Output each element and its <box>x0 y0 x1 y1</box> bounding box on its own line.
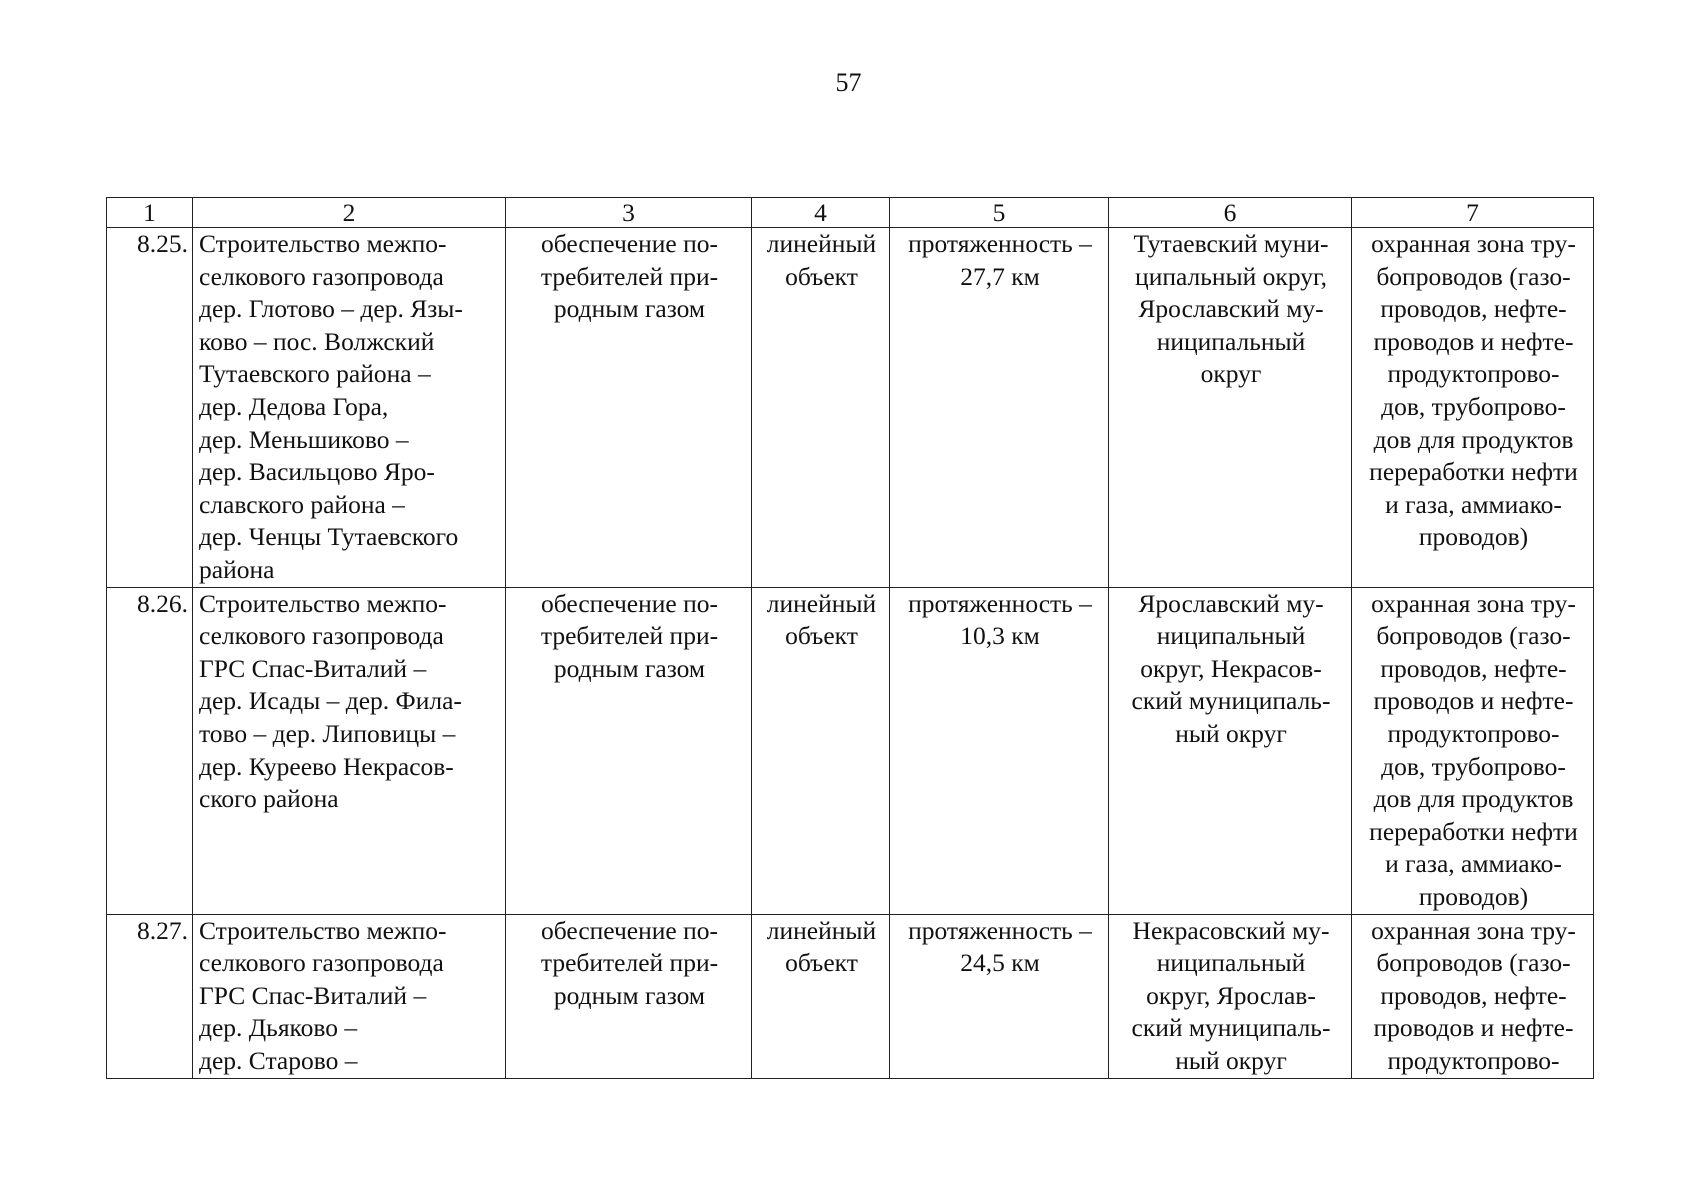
cell-line: округ <box>1200 359 1262 389</box>
cell-line: продуктопрово- <box>1387 1045 1560 1075</box>
cell-line: и газа, аммиако- <box>1385 489 1562 519</box>
cell-line: ского района <box>199 784 339 814</box>
cell-line: проводов, нефте- <box>1380 653 1567 683</box>
cell-line: протяженность – <box>908 588 1092 618</box>
cell-line: округ, Ярослав- <box>1146 980 1316 1010</box>
cell-line: селкового газопровода <box>199 261 444 291</box>
cell-line: округ, Некрасов- <box>1140 653 1322 683</box>
cell-line: ный округ <box>1175 1045 1287 1075</box>
cell-line: обеспечение по- <box>540 915 718 945</box>
cell-line: бопроводов (газо- <box>1376 948 1571 978</box>
cell-line: требителей при- <box>540 621 719 651</box>
cell-line: бопроводов (газо- <box>1376 261 1571 291</box>
row-number-cell: 8.26. <box>107 587 193 914</box>
object-name-cell <box>193 228 506 588</box>
cell-line: проводов и нефте- <box>1373 1013 1574 1043</box>
object-type-cell <box>752 914 890 1078</box>
purpose-cell <box>506 914 752 1078</box>
purpose-cell <box>506 228 752 588</box>
table-row <box>107 914 1594 1078</box>
cell-line: протяженность – <box>908 915 1092 945</box>
cell-line: ково – пос. Волжский <box>199 326 435 356</box>
table-row <box>107 228 1594 588</box>
cell-line: ципальный округ, <box>1135 261 1327 291</box>
header-cell: 1 <box>107 198 193 228</box>
cell-line: селкового газопровода <box>199 948 444 978</box>
cell-line: объект <box>785 261 858 291</box>
cell-line: линейный <box>766 588 877 618</box>
cell-line: Строительство межпо- <box>199 229 447 258</box>
cell-line: дов, трубопрово- <box>1381 391 1566 421</box>
cell-line: объект <box>785 621 858 651</box>
object-type-cell <box>752 587 890 914</box>
cell-line: ниципальный <box>1156 948 1306 978</box>
cell-line: дер. Васильцово Яро- <box>199 457 435 487</box>
municipality-cell <box>1109 587 1352 914</box>
cell-line: родным газом <box>553 294 706 324</box>
row-number-cell: 8.25. <box>107 228 193 588</box>
zone-cell <box>1352 228 1594 588</box>
cell-line: 24,5 км <box>960 948 1040 978</box>
cell-line: Некрасовский му- <box>1132 915 1330 945</box>
municipality-cell <box>1109 228 1352 588</box>
cell-line: объект <box>785 948 858 978</box>
cell-line: Строительство межпо- <box>199 588 447 618</box>
cell-line: дов для продуктов <box>1373 424 1574 454</box>
cell-line: требителей при- <box>540 948 719 978</box>
cell-line: бопроводов (газо- <box>1376 621 1571 651</box>
cell-line: проводов, нефте- <box>1380 980 1567 1010</box>
cell-line: ный округ <box>1175 718 1287 748</box>
cell-line: Тутаевского района – <box>199 359 431 389</box>
cell-line: проводов и нефте- <box>1373 326 1574 356</box>
cell-line: продуктопрово- <box>1387 718 1560 748</box>
cell-line: охранная зона тру- <box>1371 229 1576 258</box>
cell-line: дер. Ченцы Тутаевского <box>199 522 459 552</box>
cell-line: родным газом <box>553 980 706 1010</box>
object-name-cell <box>193 914 506 1078</box>
header-cell: 3 <box>506 198 752 228</box>
cell-line: 27,7 км <box>960 261 1040 291</box>
object-type-cell <box>752 228 890 588</box>
page-number: 57 <box>835 68 862 97</box>
cell-line: Ярославский му- <box>1138 294 1324 324</box>
cell-line: дов для продуктов <box>1373 784 1574 814</box>
data-table <box>106 197 1594 1079</box>
cell-line: ский муниципаль- <box>1131 1013 1331 1043</box>
cell-line: родным газом <box>553 653 706 683</box>
header-cell: 7 <box>1352 198 1594 228</box>
cell-line: ниципальный <box>1156 326 1306 356</box>
cell-line: проводов и нефте- <box>1373 686 1574 716</box>
municipality-cell <box>1109 914 1352 1078</box>
cell-line: дер. Исады – дер. Фила- <box>199 686 462 716</box>
cell-line: продуктопрово- <box>1387 359 1560 389</box>
cell-line: дер. Глотово – дер. Язы- <box>199 294 463 324</box>
cell-line: Тутаевский муни- <box>1133 229 1329 258</box>
cell-line: ниципальный <box>1156 621 1306 651</box>
length-cell <box>890 228 1109 588</box>
length-cell <box>890 914 1109 1078</box>
cell-line: района <box>199 554 275 584</box>
length-cell <box>890 587 1109 914</box>
header-cell: 5 <box>890 198 1109 228</box>
header-cell: 6 <box>1109 198 1352 228</box>
cell-line: тово – дер. Липовицы – <box>199 718 456 748</box>
cell-line: ГРС Спас-Виталий – <box>199 653 427 683</box>
cell-line: линейный <box>766 229 877 258</box>
cell-line: дер. Куреево Некрасов- <box>199 751 454 781</box>
cell-line: ГРС Спас-Виталий – <box>199 980 427 1010</box>
cell-line: дер. Дьяково – <box>199 1013 358 1043</box>
cell-line: ский муниципаль- <box>1131 686 1331 716</box>
cell-line: переработки нефти <box>1369 816 1578 846</box>
cell-line: протяженность – <box>908 229 1092 258</box>
cell-line: переработки нефти <box>1369 457 1578 487</box>
cell-line: проводов) <box>1418 881 1529 911</box>
header-cell: 2 <box>193 198 506 228</box>
cell-line: дер. Старово – <box>199 1045 358 1075</box>
cell-line: линейный <box>766 915 877 945</box>
cell-line: и газа, аммиако- <box>1385 849 1562 879</box>
zone-cell <box>1352 587 1594 914</box>
object-name-cell <box>193 587 506 914</box>
cell-line: требителей при- <box>540 261 719 291</box>
cell-line: обеспечение по- <box>540 588 718 618</box>
cell-line: славского района – <box>199 489 405 519</box>
purpose-cell <box>506 587 752 914</box>
cell-line: охранная зона тру- <box>1371 915 1576 945</box>
cell-line: проводов) <box>1418 522 1529 552</box>
cell-line: обеспечение по- <box>540 229 718 258</box>
cell-line: селкового газопровода <box>199 621 444 651</box>
cell-line: дер. Меньшиково – <box>199 424 409 454</box>
cell-line: проводов, нефте- <box>1380 294 1567 324</box>
cell-line: Ярославский му- <box>1138 588 1324 618</box>
cell-line: охранная зона тру- <box>1371 588 1576 618</box>
cell-line: дов, трубопрово- <box>1381 751 1566 781</box>
header-row <box>107 198 1594 228</box>
table-row <box>107 587 1594 914</box>
cell-line: дер. Дедова Гора, <box>199 391 389 421</box>
row-number-cell: 8.27. <box>107 914 193 1078</box>
zone-cell <box>1352 914 1594 1078</box>
header-cell: 4 <box>752 198 890 228</box>
cell-line: 10,3 км <box>960 621 1040 651</box>
cell-line: Строительство межпо- <box>199 915 447 945</box>
